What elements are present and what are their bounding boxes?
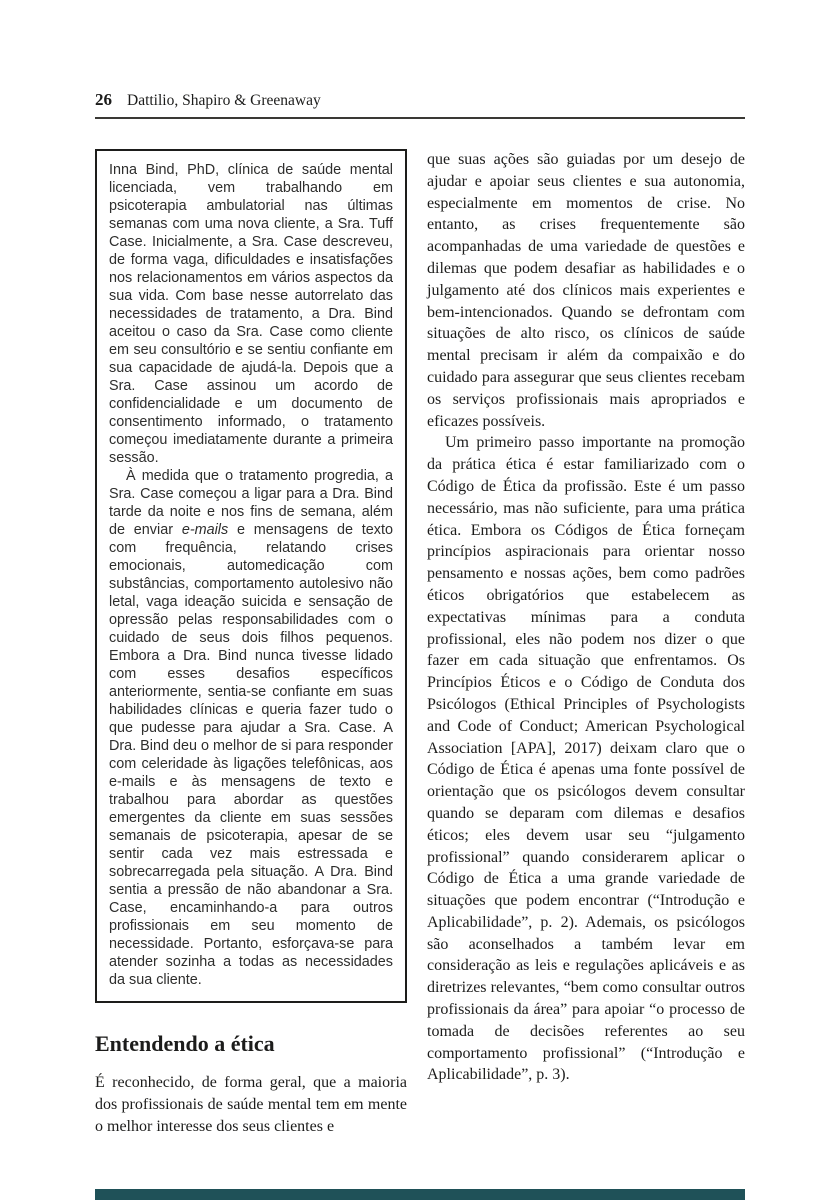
body-paragraph-1: que suas ações são guiadas por um desejo de ajudar e apoiar seus clientes e sua autonomia, especialmente em momentos de crise. No entanto, as crises frequentemente são acompanhadas de uma variedade de questões e dilemas que podem desafiar as habilidades e o julgamento até dos clínicos mais experientes e bem-intencionados. Quando se defrontam com situações de alto risco, os clínicos de saúde mental precisam ir além da compaixão e do cuidado para assegurar que seus clientes recebam os serviços profissionais mais apropriados e eficazes possíveis. — [427, 151, 745, 430]
section-heading: Entendendo a ética — [95, 1031, 275, 1056]
emphasis-emails: e-mails — [181, 522, 229, 538]
two-column-layout — [95, 149, 745, 1137]
case-paragraph-2-text: À medida que o tratamento progredia, a Sra. Case começou a ligar para a Dra. Bind tarde da noite e nos fins de semana, além de enviar — [109, 468, 393, 538]
case-paragraph-1: Inna Bind, PhD, clínica de saúde mental licenciada, vem trabalhando em psicoterapia ambulatorial nas últimas semanas com uma nova cliente, a Sra. Tuff Case. Inicialmente, a Sra. Case descreveu, de forma vaga, dificuldades e insatisfações nos relacionamentos em vários aspectos da sua vida. Com base nesse autorrelato das necessidades de tratamento, a Dra. Bind aceitou o caso da Sra. Case como cliente em seu consultório e se sentiu confiante em sua capacidade de ajudá-la. Depois que a Sra. Case assinou um acordo de confidencialidade e um documento de consentimento informado, o tratamento começou imediatamente durante a primeira sessão. — [109, 162, 393, 466]
case-paragraph-2-text-cont: e mensagens de texto com frequência, relatando crises emocionais, automedicação com substâncias, comportamento autolesivo não letal, vaga ideação suicida e sensação de opressão pelas responsabilidades com o cuidado de seus dois filhos pequenos. Embora a Dra. Bind nunca tivesse lidado com esses desafios específicos anteriormente, sentia-se confiante em suas habilidades clínicas e queria fazer tudo o que pudesse para ajudar a Sra. Case. A Dra. Bind deu o melhor de si para responder com celeridade às ligações telefônicas, aos e-mails e às mensagens de texto e trabalhou para abordar as questões emergentes da cliente em suas sessões semanais de psicoterapia, apesar de se sentir cada vez mais estressada e sobrecarregada pela situação. A Dra. Bind sentia a pressão de não abandonar a Sra. Case, encaminhando-a para outros profissionais em seu momento de necessidade. Portanto, esforçava-se para atender sozinha a todas as necessidades da sua cliente. — [109, 522, 394, 988]
bottom-accent-bar — [95, 1189, 745, 1200]
page-header — [95, 90, 745, 119]
page-number: 26 — [95, 90, 112, 109]
section-paragraph: É reconhecido, de forma geral, que a maioria dos profissionais de saúde mental tem em mente o melhor interesse dos seus clientes e — [95, 1074, 407, 1135]
case-paragraph-2 — [109, 467, 393, 989]
left-column — [95, 149, 407, 1137]
book-page — [95, 0, 745, 1137]
right-column — [427, 149, 745, 1137]
body-paragraph-2: Um primeiro passo importante na promoção da prática ética é estar familiarizado com o Código de Ética da profissão. Este é um passo necessário, mas não suficiente, para uma prática ética. Embora os Códigos de Ética forneçam princípios aspiracionais para orientar nosso pensamento e nossas ações, bem como padrões éticos obrigatórios que estabelecem as expectativas mínimas para a conduta profissional, eles não podem nos dizer o que fazer em cada situação que enfrentamos. Os Princípios Éticos e o Código de Conduta dos Psicólogos (Ethical Principles of Psychologists and Code of Conduct; American Psychological Association [APA], 2017) deixam claro que o Código de Ética é apenas uma fonte possível de orientação que os psicólogos devem consultar quando se deparam com dilemas e desafios éticos; eles devem usar seu “julgamento profissional” quando considerarem aplicar o Código de Ética a uma grande variedade de situações que podem encontrar (“Introdução e Aplicabilidade”, p. 2). Ademais, os psicólogos são aconselhados a também levar em consideração as leis e regulações aplicáveis e as diretrizes relevantes, “bem como consultar outros profissionais da área” para apoiar “o processo de tomada de decisões referentes ao seu comportamento profissional” (“Introdução e Aplicabilidade”, p. 3). — [427, 434, 745, 1084]
running-head: Dattilio, Shapiro & Greenaway — [127, 92, 321, 109]
case-study-box — [95, 149, 407, 1003]
